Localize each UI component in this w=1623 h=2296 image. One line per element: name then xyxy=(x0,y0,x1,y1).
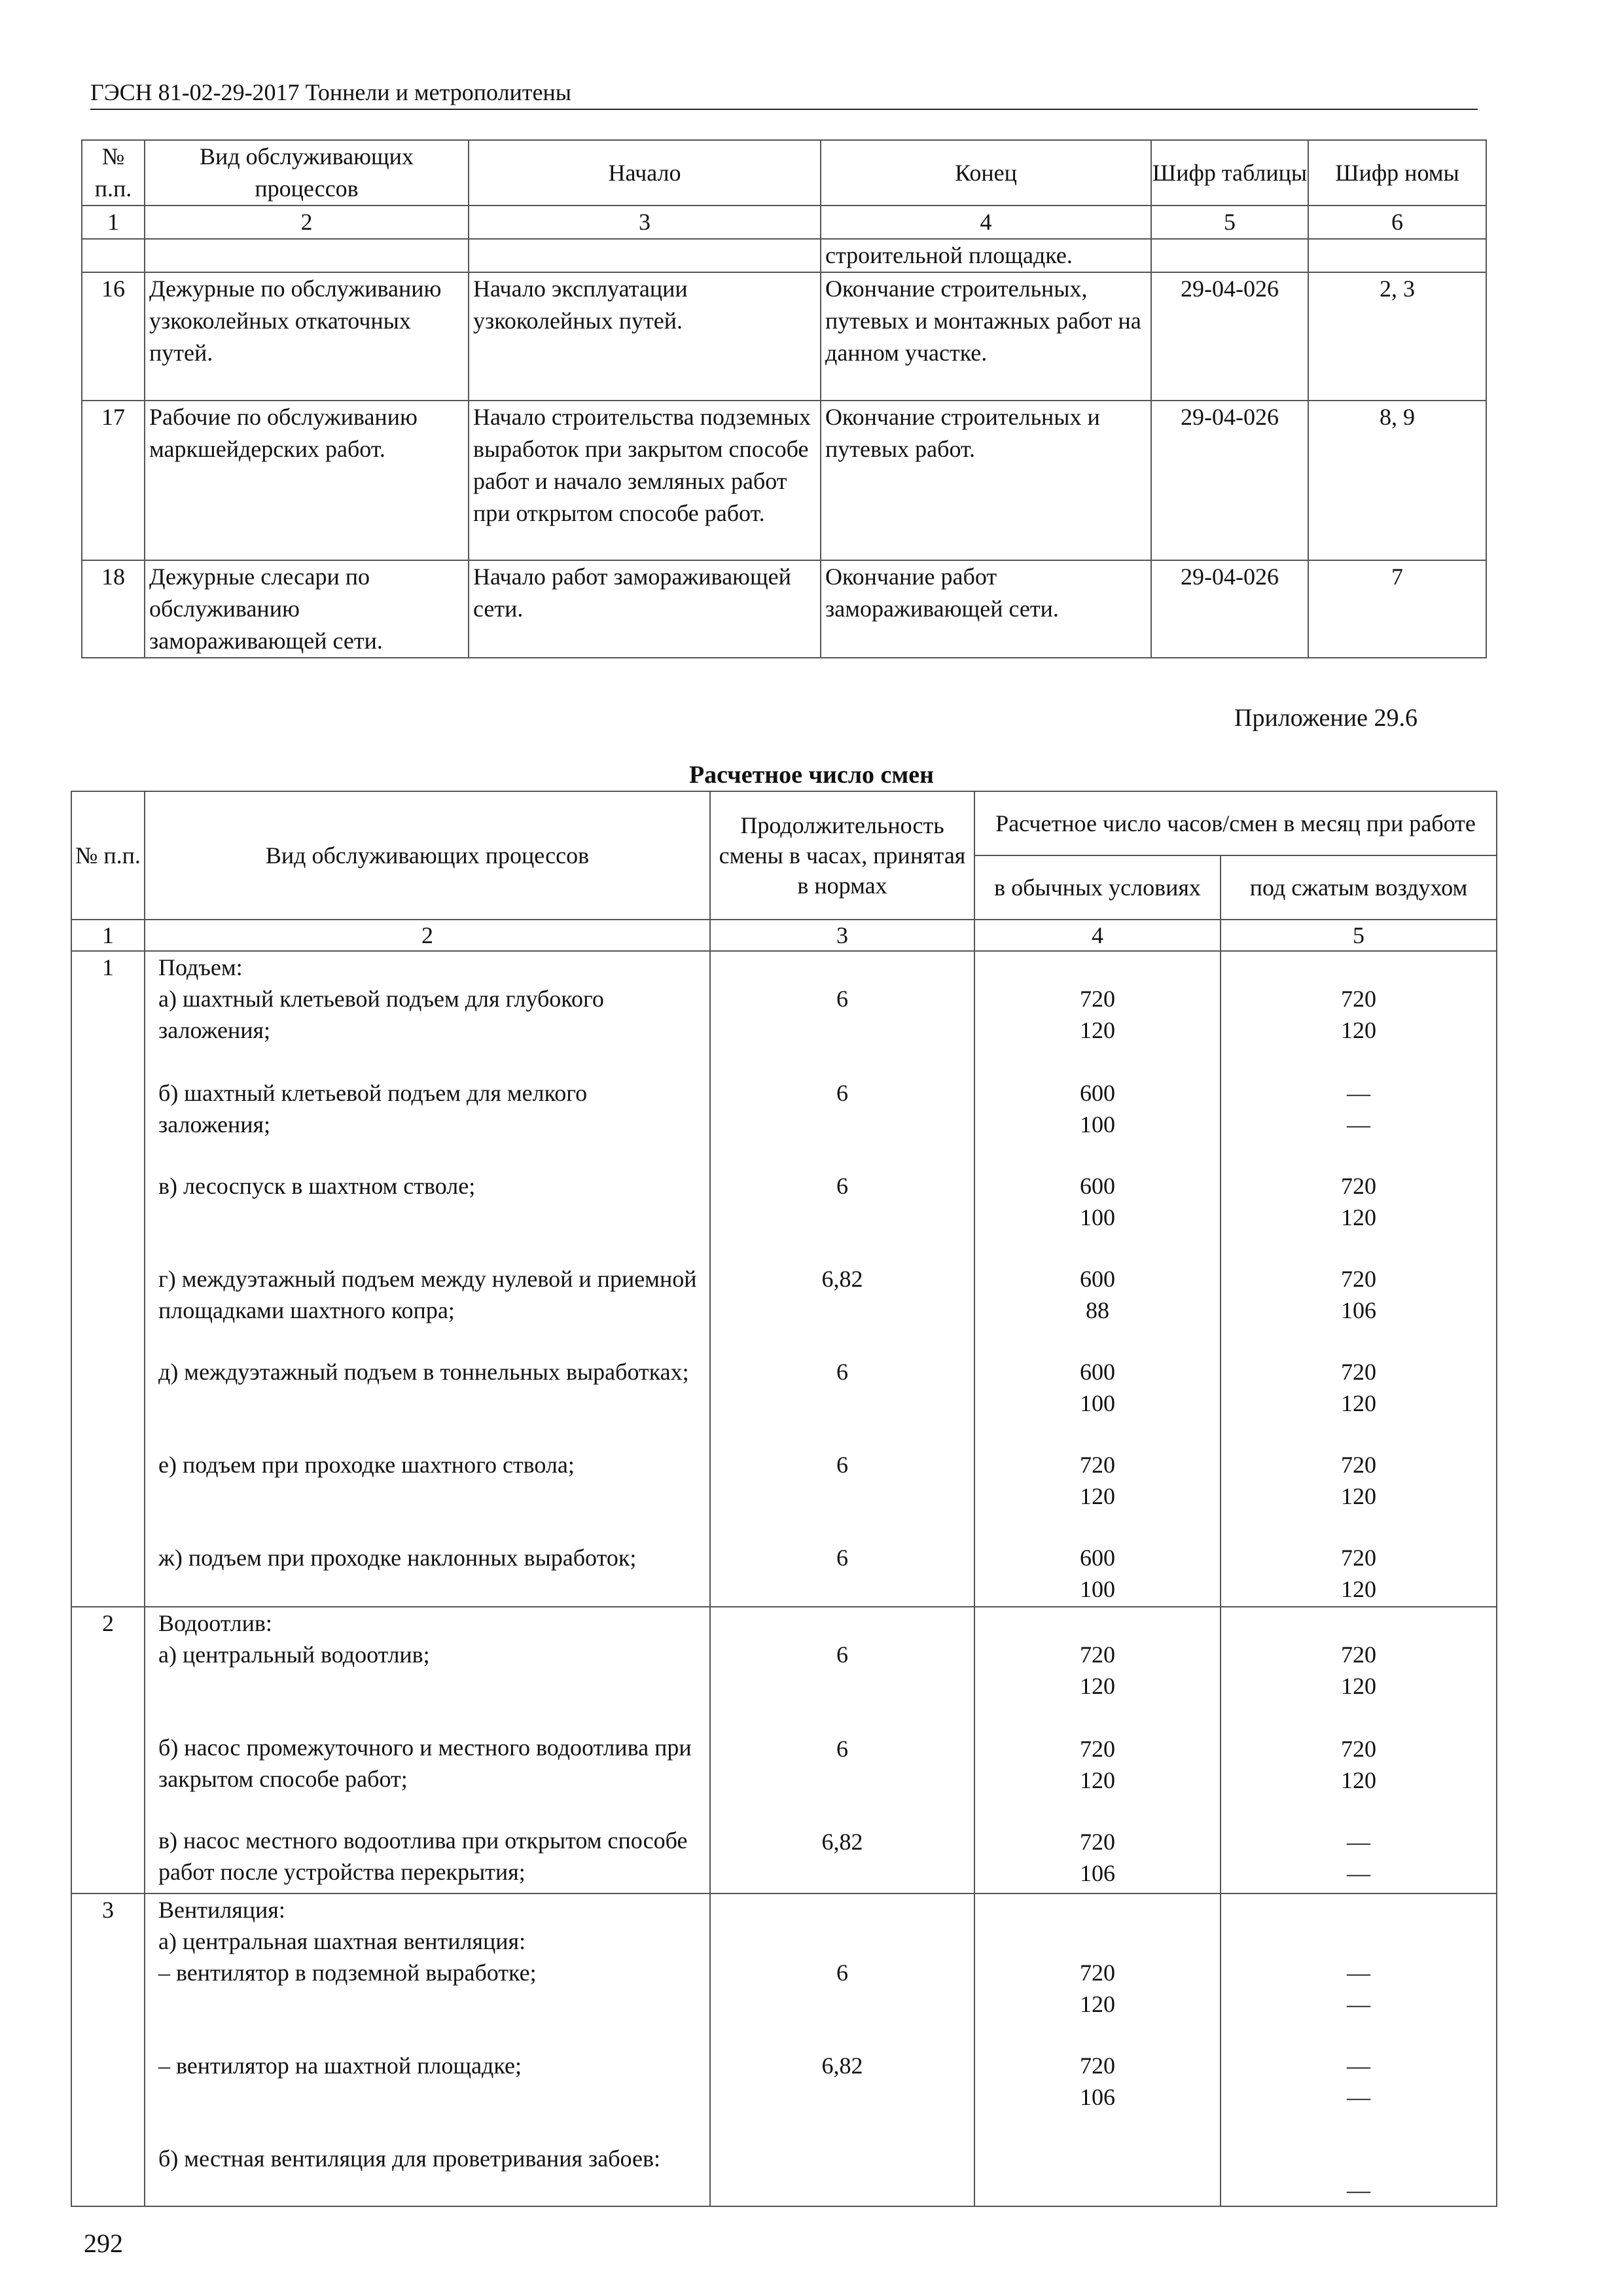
hours-value: 720 xyxy=(1341,1266,1376,1292)
shifts-value: — xyxy=(1347,2084,1370,2110)
item-desc-line: в) лесоспуск в шахтном стволе; xyxy=(158,1173,476,1199)
hours-value: 600 xyxy=(1080,1545,1115,1571)
hours-value: — xyxy=(1347,1829,1370,1855)
shifts-value: 120 xyxy=(1341,1483,1376,1509)
shifts-value: 120 xyxy=(1080,1483,1115,1509)
services-table xyxy=(81,139,1487,658)
compressed-cell xyxy=(1221,951,1497,1607)
hours-value: 720 xyxy=(1341,1545,1376,1571)
duration-value: 6 xyxy=(836,1545,848,1571)
continuation-row xyxy=(82,239,1486,272)
shift-count-table xyxy=(71,791,1497,2207)
table-row xyxy=(82,272,1486,401)
col-number: 3 xyxy=(469,206,821,239)
shifts-value: 120 xyxy=(1341,1673,1376,1699)
col-header-end: Конец xyxy=(821,140,1151,206)
duration-value: 6 xyxy=(836,1736,848,1762)
duration-cell xyxy=(710,1607,974,1893)
header-rule xyxy=(90,109,1478,110)
norm-code-cell: 7 xyxy=(1308,560,1486,658)
group-title: Вентиляция: xyxy=(158,1897,285,1923)
compressed-cell xyxy=(1221,1893,1497,2206)
table-row xyxy=(71,951,1497,1607)
hours-value: 720 xyxy=(1341,1641,1376,1668)
table-code-cell: 29-04-026 xyxy=(1151,401,1308,560)
process-cell: Дежурные слесари по обслуживанию замораживающей сети. xyxy=(145,560,469,658)
col-header-calc: Расчетное число часов/смен в месяц при работе xyxy=(974,791,1497,855)
shifts-value: 106 xyxy=(1341,1297,1376,1323)
column-number-row xyxy=(82,206,1486,239)
table-header-row xyxy=(82,140,1486,206)
col-header-table-code: Шифр таблицы xyxy=(1151,140,1308,206)
hours-value: 720 xyxy=(1080,2053,1115,2079)
continuation-text: строительной площадке. xyxy=(821,239,1151,272)
col-number: 4 xyxy=(821,206,1151,239)
group-subtitle: а) центральная шахтная вентиляция: xyxy=(158,1928,526,1954)
shifts-value: 120 xyxy=(1341,1017,1376,1043)
hours-value: 720 xyxy=(1341,1452,1376,1478)
duration-cell xyxy=(710,1893,974,2206)
col-number: 1 xyxy=(71,920,145,951)
shifts-value: 120 xyxy=(1080,1673,1115,1699)
shifts-value: — xyxy=(1347,1111,1370,1138)
end-cell: Окончание работ замораживающей сети. xyxy=(821,560,1151,658)
col-header-normal: в обычных условиях xyxy=(974,855,1221,920)
duration-cell xyxy=(710,951,974,1607)
shifts-value: 100 xyxy=(1080,1204,1115,1230)
table-row xyxy=(82,560,1486,658)
row-number: 16 xyxy=(82,272,145,401)
col-number: 1 xyxy=(82,206,145,239)
col-number: 5 xyxy=(1151,206,1308,239)
duration-value: 6,82 xyxy=(821,1266,863,1292)
hours-value: 720 xyxy=(1080,1736,1115,1762)
normal-cell xyxy=(974,951,1221,1607)
hours-value: 720 xyxy=(1080,1452,1115,1478)
shifts-value: 120 xyxy=(1341,1576,1376,1602)
process-cell: Дежурные по обслуживанию узкоколейных откаточных путей. xyxy=(145,272,469,401)
process-cell xyxy=(145,1607,710,1893)
duration-value: 6 xyxy=(836,986,848,1012)
shifts-value: 120 xyxy=(1080,1767,1115,1793)
shifts-value: 120 xyxy=(1341,1204,1376,1230)
col-header-duration: Продолжительность смены в часах, принятая в нормах xyxy=(710,791,974,920)
table-header-row xyxy=(71,791,1497,855)
table-code-cell: 29-04-026 xyxy=(1151,272,1308,401)
hours-value: 720 xyxy=(1341,986,1376,1012)
duration-value: 6 xyxy=(836,1960,848,1986)
col-header-compressed: под сжатым воздухом xyxy=(1221,855,1497,920)
item-desc-line: б) насос промежуточного и местного водоотлива при закрытом способе работ; xyxy=(158,1734,692,1792)
item-desc-line: а) шахтный клетьевой подъем для глубокого заложения; xyxy=(158,986,604,1043)
running-header: ГЭСН 81-02-29-2017 Тоннели и метрополитены xyxy=(90,79,571,105)
page-number: 292 xyxy=(84,2229,123,2258)
col-number: 6 xyxy=(1308,206,1486,239)
item-desc-line: б) шахтный клетьевой подъем для мелкого заложения; xyxy=(158,1080,588,1138)
shifts-value: 120 xyxy=(1341,1390,1376,1416)
item-desc-line: г) междуэтажный подъем между нулевой и приемной площадками шахтного копра; xyxy=(158,1266,697,1323)
hours-value: 600 xyxy=(1080,1173,1115,1199)
group-title: Водоотлив: xyxy=(158,1610,272,1636)
col-header-start: Начало xyxy=(469,140,821,206)
col-header-process: Вид обслуживающих процессов xyxy=(145,791,710,920)
shifts-value: 100 xyxy=(1080,1390,1115,1416)
duration-value: 6,82 xyxy=(821,1829,863,1855)
hours-value: — xyxy=(1347,1080,1370,1106)
group-title: Подъем: xyxy=(158,954,243,980)
hours-value: — xyxy=(1347,1960,1370,1986)
col-number: 2 xyxy=(145,206,469,239)
duration-value: 6 xyxy=(836,1452,848,1478)
hours-value: 600 xyxy=(1080,1359,1115,1385)
norm-code-cell: 2, 3 xyxy=(1308,272,1486,401)
hours-value: 720 xyxy=(1080,1829,1115,1855)
compressed-cell xyxy=(1221,1607,1497,1893)
table-code-cell: 29-04-026 xyxy=(1151,560,1308,658)
shifts-value: 106 xyxy=(1080,1860,1115,1886)
shifts-value: 120 xyxy=(1080,1991,1115,2017)
shifts-value: — xyxy=(1347,2177,1370,2203)
normal-cell xyxy=(974,1893,1221,2206)
shifts-value: 100 xyxy=(1080,1111,1115,1138)
column-number-row xyxy=(71,920,1497,951)
item-desc-line: б) местная вентиляция для проветривания забоев: xyxy=(158,2145,660,2172)
duration-value: 6,82 xyxy=(821,2053,863,2079)
row-number: 1 xyxy=(71,951,145,1607)
item-desc-line: – вентилятор в подземной выработке; xyxy=(158,1960,537,1986)
col-header-no: № п.п. xyxy=(71,791,145,920)
hours-value: 720 xyxy=(1341,1736,1376,1762)
normal-cell xyxy=(974,1607,1221,1893)
hours-value: 720 xyxy=(1080,1641,1115,1668)
row-number: 17 xyxy=(82,401,145,560)
col-number: 2 xyxy=(145,920,710,951)
col-header-no: № п.п. xyxy=(82,140,145,206)
col-number: 3 xyxy=(710,920,974,951)
norm-code-cell: 8, 9 xyxy=(1308,401,1486,560)
table-row xyxy=(82,401,1486,560)
hours-value: 720 xyxy=(1341,1359,1376,1385)
hours-value: 600 xyxy=(1080,1080,1115,1106)
table-title: Расчетное число смен xyxy=(688,761,935,789)
process-cell xyxy=(145,951,710,1607)
hours-value: 720 xyxy=(1080,1960,1115,1986)
start-cell: Начало работ замораживающей сети. xyxy=(469,560,821,658)
col-number: 5 xyxy=(1221,920,1497,951)
end-cell: Окончание строительных и путевых работ. xyxy=(821,401,1151,560)
appendix-label: Приложение 29.6 xyxy=(1234,704,1418,732)
item-desc-line: ж) подъем при проходке наклонных выработок; xyxy=(158,1545,637,1571)
item-desc-line: а) центральный водоотлив; xyxy=(158,1641,430,1668)
start-cell: Начало эксплуатации узкоколейных путей. xyxy=(469,272,821,401)
item-desc-line: – вентилятор на шахтной площадке; xyxy=(158,2053,522,2079)
item-desc-line: в) насос местного водоотлива при открытом способе работ после устройства перекрытия; xyxy=(158,1827,688,1885)
row-number: 3 xyxy=(71,1893,145,2206)
shifts-value: 88 xyxy=(1086,1297,1109,1323)
table-row xyxy=(71,1607,1497,1893)
col-header-process: Вид обслуживающих процессов xyxy=(145,140,469,206)
row-number: 2 xyxy=(71,1607,145,1893)
duration-value: 6 xyxy=(836,1641,848,1668)
process-cell xyxy=(145,1893,710,2206)
hours-value: 720 xyxy=(1080,986,1115,1012)
duration-value: 6 xyxy=(836,1173,848,1199)
duration-value: 6 xyxy=(836,1080,848,1106)
shifts-value: — xyxy=(1347,1991,1370,2017)
hours-value: — xyxy=(1347,2053,1370,2079)
item-desc-line: д) междуэтажный подъем в тоннельных выработках; xyxy=(158,1359,689,1385)
start-cell: Начало строительства подземных выработок при закрытом способе работ и начало земляных работ при открытом способе работ. xyxy=(469,401,821,560)
col-number: 4 xyxy=(974,920,1221,951)
col-header-norm-code: Шифр номы xyxy=(1308,140,1486,206)
shifts-value: — xyxy=(1347,1860,1370,1886)
shifts-value: 106 xyxy=(1080,2084,1115,2110)
shifts-value: 100 xyxy=(1080,1576,1115,1602)
table-row xyxy=(71,1893,1497,2206)
item-desc-line: е) подъем при проходке шахтного ствола; xyxy=(158,1452,575,1478)
end-cell: Окончание строительных, путевых и монтажных работ на данном участке. xyxy=(821,272,1151,401)
process-cell: Рабочие по обслуживанию маркшейдерских работ. xyxy=(145,401,469,560)
row-number: 18 xyxy=(82,560,145,658)
hours-value: 600 xyxy=(1080,1266,1115,1292)
shifts-value: 120 xyxy=(1080,1017,1115,1043)
hours-value: 720 xyxy=(1341,1173,1376,1199)
shifts-value: 120 xyxy=(1341,1767,1376,1793)
duration-value: 6 xyxy=(836,1359,848,1385)
